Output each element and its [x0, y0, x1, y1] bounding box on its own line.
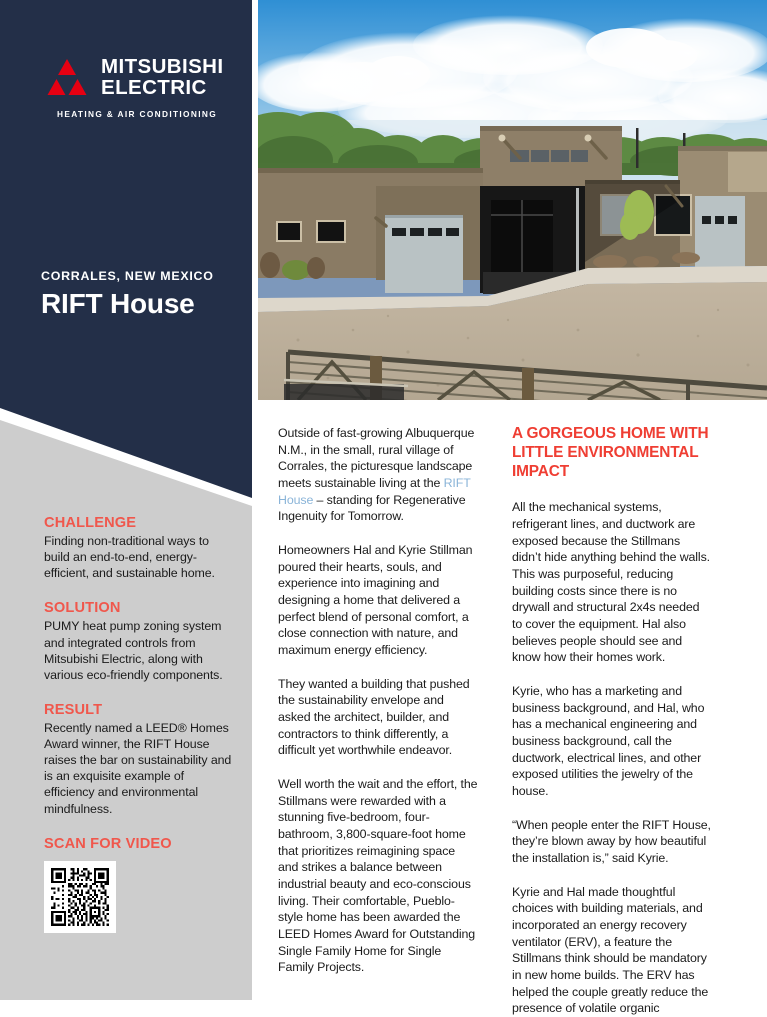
paragraph: Kyrie, who has a marketing and business background, and Hal, who has a mechanical engineering and business background, call the ductwork, electrical lines, and other exposed utilities the jewelry of the house. [512, 684, 705, 799]
article-section-heading: A GORGEOUS HOME WITH LITTLE ENVIRONMENTAL IMPACT [512, 425, 709, 480]
sidebar-body-solution: PUMY heat pump zoning system and integrated controls from Mitsubishi Electric, along with various eco-friendly components. [44, 619, 223, 682]
qr-code[interactable] [44, 861, 116, 933]
adobe-house-photo-illustration [258, 0, 767, 400]
hero-location-eyebrow: CORRALES, NEW MEXICO [41, 269, 214, 283]
paragraph: Kyrie and Hal made thoughtful choices with building materials, and incorporated an energy recovery ventilator (ERV), a feature the Stillmans think should be mandatory in new home builds. The ERV has helped the couple greatly reduce the presence of volatile organic [512, 884, 709, 1016]
sidebar-heading-challenge: CHALLENGE [44, 515, 137, 531]
rift-house-link[interactable]: RIFT House [278, 476, 471, 507]
sidebar-heading-scan-for-video: SCAN FOR VIDEO [44, 835, 172, 852]
paragraph: They wanted a building that pushed the sustainability envelope and asked the architect, builder, and contractors to think differently, a difficult yet worthwhile endeavor. [278, 676, 470, 758]
logo-text-mitsubishi: MITSUBISHI [101, 55, 224, 78]
paragraph: Well worth the wait and the effort, the Stillmans were rewarded with a stunning five-bedroom, four-bathroom, 3,800-square-foot home that prioritizes reimagining space and strikes a balance between industrial beauty and eco-conscious living. Their comfortable, Pueblo-style home has been awarded the LEED Homes Award for Outstanding Single Family Home for Single Family Projects. [278, 777, 478, 975]
paragraph [278, 425, 478, 525]
mitsubishi-electric-logo [44, 57, 234, 119]
sidebar-body-result: Recently named a LEED® Homes Award winner, the RIFT House raises the bar on sustainability and is an exquisite example of efficiency and environmental mindfulness. [44, 720, 232, 816]
sidebar-heading-solution: SOLUTION [44, 600, 121, 617]
paragraph-text-after-link: – standing for Regenerative Ingenuity for Tomorrow. [278, 492, 466, 524]
article-column-one [278, 425, 478, 976]
paragraph: Homeowners Hal and Kyrie Stillman poured their hearts, souls, and experience into imagining and designing a home that delivered a perfect blend of personal comfort, a close connection with nature, and maximum energy efficiency. [278, 543, 473, 658]
article-column-two [512, 425, 712, 1017]
hero-photo [258, 0, 767, 400]
paragraph-text-before-link: Outside of fast-growing Albuquerque N.M., in the small, rural village of Corrales, the picturesque landscape meets sustainable living at the [278, 426, 475, 491]
page-title: RIFT House [41, 288, 195, 319]
mitsubishi-three-diamonds-icon [44, 58, 90, 98]
sidebar-content [44, 515, 234, 933]
paragraph: “When people enter the RIFT House, they’re blown away by how beautiful the installation is,” said Kyrie. [512, 817, 711, 866]
sidebar-heading-result: RESULT [44, 701, 103, 718]
sidebar-body-challenge: Finding non-traditional ways to build an end-to-end, energy-efficient, and sustainable home. [44, 534, 215, 581]
qr-code-icon [49, 866, 111, 928]
logo-tagline: HEATING & AIR CONDITIONING [56, 109, 217, 119]
logo-text-electric: ELECTRIC [101, 75, 207, 99]
paragraph: All the mechanical systems, refrigerant lines, and ductwork are exposed because the Stillmans didn’t hide anything behind the walls. This was purposeful, reducing building costs since there is no drywall and structural 2x4s needed to cover the equipment. Hal also believes people should see and know how their homes work. [512, 500, 710, 665]
